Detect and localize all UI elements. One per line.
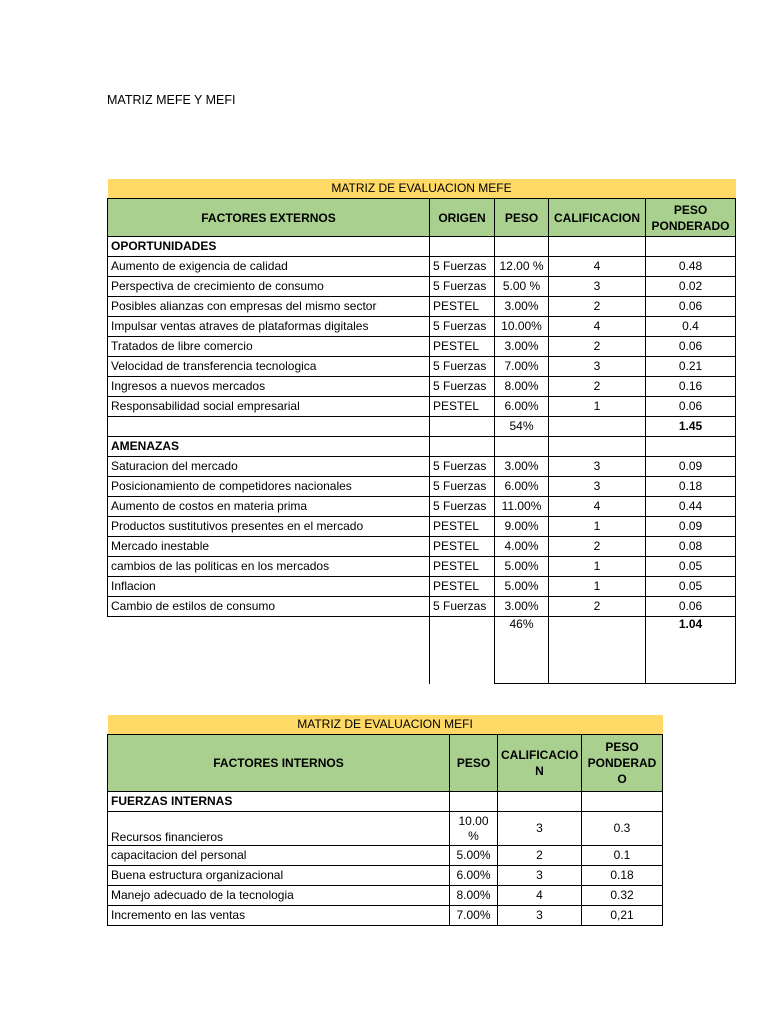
factor-cell: Impulsar ventas atraves de plataformas digitales (108, 317, 430, 337)
rating-cell: 3 (498, 866, 582, 886)
rating-cell: 2 (549, 537, 646, 557)
empty-cell (430, 617, 495, 684)
rating-cell: 4 (549, 317, 646, 337)
table-row (108, 297, 736, 317)
factor-cell: Buena estructura organizacional (108, 866, 450, 886)
factor-cell: Aumento de costos en materia prima (108, 497, 430, 517)
mefe-banner: MATRIZ DE EVALUACION MEFE (108, 179, 736, 199)
table-row (108, 812, 663, 846)
mefe-header-rating: CALIFICACION (549, 199, 646, 237)
weight-cell: 6.00% (495, 397, 549, 417)
weighted-cell: 0.05 (646, 577, 736, 597)
rating-cell: 4 (498, 886, 582, 906)
rating-cell: 3 (549, 357, 646, 377)
table-row (108, 886, 663, 906)
weighted-cell: 0.16 (646, 377, 736, 397)
origin-cell: 5 Fuerzas (430, 377, 495, 397)
table-row (108, 577, 736, 597)
rating-cell: 3 (549, 277, 646, 297)
weighted-cell: 0.09 (646, 457, 736, 477)
mefe-header-factor: FACTORES EXTERNOS (108, 199, 430, 237)
table-row (108, 906, 663, 926)
empty-cell (430, 417, 495, 437)
total-weighted: 1.45 (646, 417, 736, 437)
rating-cell: 1 (549, 577, 646, 597)
weight-cell: 11.00% (495, 497, 549, 517)
rating-cell: 2 (498, 846, 582, 866)
table-row (108, 597, 736, 617)
weight-cell: 6.00% (450, 866, 498, 886)
mefe-opportunities-total-row (108, 417, 736, 437)
origin-cell: 5 Fuerzas (430, 477, 495, 497)
factor-cell: Cambio de estilos de consumo (108, 597, 430, 617)
weighted-cell: 0.06 (646, 597, 736, 617)
factor-cell: Perspectiva de crecimiento de consumo (108, 277, 430, 297)
table-row (108, 257, 736, 277)
weighted-cell: 0.09 (646, 517, 736, 537)
weight-cell: 5.00% (450, 846, 498, 866)
factor-cell: Mercado inestable (108, 537, 430, 557)
rating-cell: 4 (549, 497, 646, 517)
table-row (108, 397, 736, 417)
weighted-cell: 0.06 (646, 297, 736, 317)
weight-cell: 8.00% (495, 377, 549, 397)
origin-cell: 5 Fuerzas (430, 497, 495, 517)
origin-cell: 5 Fuerzas (430, 277, 495, 297)
origin-cell: 5 Fuerzas (430, 457, 495, 477)
factor-cell: Ingresos a nuevos mercados (108, 377, 430, 397)
weighted-cell: 0.44 (646, 497, 736, 517)
table-row (108, 377, 736, 397)
factor-cell: Manejo adecuado de la tecnologia (108, 886, 450, 906)
empty-cell (549, 437, 646, 457)
weighted-cell: 0.18 (582, 866, 663, 886)
factor-cell: Inflacion (108, 577, 430, 597)
weight-cell: 3.00% (495, 297, 549, 317)
table-row (108, 497, 736, 517)
factor-cell: Productos sustitutivos presentes en el mercado (108, 517, 430, 537)
mefi-header-weight: PESO (450, 735, 498, 792)
factor-cell: Responsabilidad social empresarial (108, 397, 430, 417)
weighted-cell: 0.48 (646, 257, 736, 277)
rating-cell: 1 (549, 397, 646, 417)
origin-cell: PESTEL (430, 397, 495, 417)
rating-cell: 2 (549, 597, 646, 617)
weight-cell: 10.00% (495, 317, 549, 337)
weighted-cell: 0.3 (582, 812, 663, 846)
table-row (108, 517, 736, 537)
factor-cell: Velocidad de transferencia tecnologica (108, 357, 430, 377)
rating-cell: 2 (549, 297, 646, 317)
mefe-threats-label: AMENAZAS (108, 437, 430, 457)
mefe-threats-label-row (108, 437, 736, 457)
origin-cell: PESTEL (430, 517, 495, 537)
mefe-header-row (108, 199, 736, 237)
weighted-cell: 0.1 (582, 846, 663, 866)
weight-cell: 4.00% (495, 537, 549, 557)
rating-cell: 3 (549, 477, 646, 497)
mefi-strengths-label: FUERZAS INTERNAS (108, 792, 450, 812)
total-weight: 46% (495, 617, 549, 684)
weight-cell: 10.00 % (450, 812, 498, 846)
factor-cell: Saturacion del mercado (108, 457, 430, 477)
mefe-opportunities-label: OPORTUNIDADES (108, 237, 430, 257)
table-row (108, 557, 736, 577)
empty-cell (495, 437, 549, 457)
factor-cell: Incremento en las ventas (108, 906, 450, 926)
weight-cell: 12.00 % (495, 257, 549, 277)
weighted-cell: 0.06 (646, 397, 736, 417)
empty-cell (108, 417, 430, 437)
origin-cell: 5 Fuerzas (430, 357, 495, 377)
table-row (108, 357, 736, 377)
factor-cell: Posicionamiento de competidores nacionales (108, 477, 430, 497)
weight-cell: 7.00% (495, 357, 549, 377)
mefi-banner: MATRIZ DE EVALUACION MEFI (108, 715, 663, 735)
empty-cell (108, 617, 430, 684)
weight-cell: 3.00% (495, 337, 549, 357)
mefe-threats-total-row (108, 617, 736, 684)
total-weight: 54% (495, 417, 549, 437)
mefi-header-weighted: PESO PONDERAD O (582, 735, 663, 792)
origin-cell: 5 Fuerzas (430, 257, 495, 277)
mefe-header-origin: ORIGEN (430, 199, 495, 237)
table-row (108, 537, 736, 557)
weighted-cell: 0.4 (646, 317, 736, 337)
mefi-banner-row (108, 715, 663, 735)
rating-cell: 3 (549, 457, 646, 477)
factor-cell: Tratados de libre comercio (108, 337, 430, 357)
weighted-cell: 0.32 (582, 886, 663, 906)
rating-cell: 3 (498, 812, 582, 846)
rating-cell: 3 (498, 906, 582, 926)
mefi-table (107, 715, 663, 926)
total-weighted: 1.04 (646, 617, 736, 684)
factor-cell: Posibles alianzas con empresas del mismo sector (108, 297, 430, 317)
weighted-cell: 0,21 (582, 906, 663, 926)
origin-cell: 5 Fuerzas (430, 317, 495, 337)
mefi-header-factor: FACTORES INTERNOS (108, 735, 450, 792)
mefi-header-row (108, 735, 663, 792)
factor-cell: Aumento de exigencia de calidad (108, 257, 430, 277)
empty-cell (430, 437, 495, 457)
weight-cell: 5.00% (495, 557, 549, 577)
empty-cell (549, 417, 646, 437)
mefe-opportunities-label-row (108, 237, 736, 257)
empty-cell (549, 617, 646, 684)
mefe-banner-row (108, 179, 736, 199)
mefi-strengths-label-row (108, 792, 663, 812)
table-row (108, 277, 736, 297)
table-row (108, 337, 736, 357)
table-row (108, 477, 736, 497)
table-row (108, 846, 663, 866)
origin-cell: PESTEL (430, 337, 495, 357)
mefe-header-weight: PESO (495, 199, 549, 237)
factor-cell: Recursos financieros (108, 812, 450, 846)
document-title: MATRIZ MEFE Y MEFI (107, 93, 236, 107)
weight-cell: 5.00 % (495, 277, 549, 297)
rating-cell: 2 (549, 377, 646, 397)
mefe-table (107, 179, 736, 684)
weight-cell: 6.00% (495, 477, 549, 497)
rating-cell: 2 (549, 337, 646, 357)
weighted-cell: 0.05 (646, 557, 736, 577)
rating-cell: 1 (549, 557, 646, 577)
table-row (108, 317, 736, 337)
origin-cell: PESTEL (430, 557, 495, 577)
factor-cell: capacitacion del personal (108, 846, 450, 866)
weighted-cell: 0.02 (646, 277, 736, 297)
origin-cell: PESTEL (430, 537, 495, 557)
weighted-cell: 0.08 (646, 537, 736, 557)
weight-cell: 9.00% (495, 517, 549, 537)
origin-cell: 5 Fuerzas (430, 597, 495, 617)
weight-cell: 7.00% (450, 906, 498, 926)
weight-cell: 8.00% (450, 886, 498, 906)
origin-cell: PESTEL (430, 577, 495, 597)
weighted-cell: 0.21 (646, 357, 736, 377)
rating-cell: 1 (549, 517, 646, 537)
weighted-cell: 0.06 (646, 337, 736, 357)
mefe-header-weighted: PESO PONDERADO (646, 199, 736, 237)
weighted-cell: 0.18 (646, 477, 736, 497)
weight-cell: 3.00% (495, 457, 549, 477)
empty-cell (646, 437, 736, 457)
weight-cell: 3.00% (495, 597, 549, 617)
table-row (108, 457, 736, 477)
factor-cell: cambios de las politicas en los mercados (108, 557, 430, 577)
table-row (108, 866, 663, 886)
weight-cell: 5.00% (495, 577, 549, 597)
mefi-header-rating: CALIFICACIO N (498, 735, 582, 792)
rating-cell: 4 (549, 257, 646, 277)
origin-cell: PESTEL (430, 297, 495, 317)
